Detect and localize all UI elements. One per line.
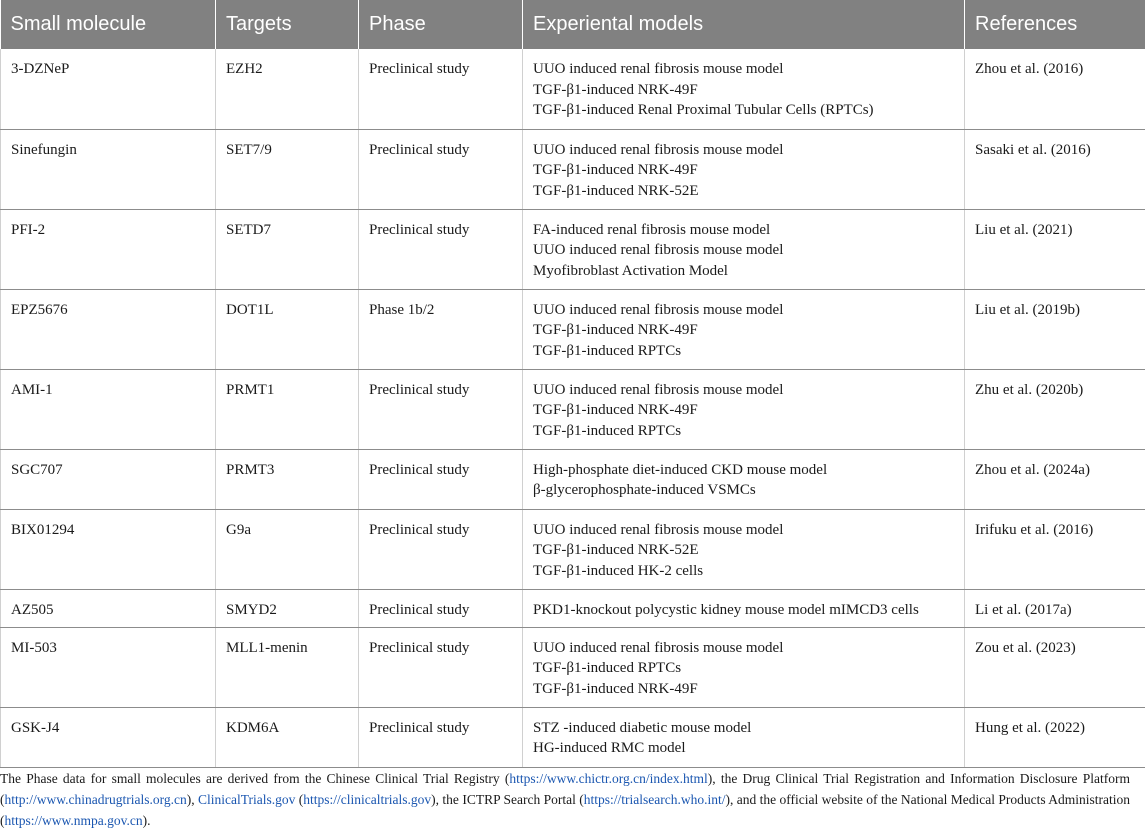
cell-reference: Zhou et al. (2016) [965, 49, 1145, 129]
model-line: TGF-β1-induced HK-2 cells [533, 561, 960, 582]
cell-molecule: AMI-1 [1, 369, 216, 449]
header-targets: Targets [216, 0, 359, 49]
cell-phase: Preclinical study [359, 209, 523, 289]
model-line: TGF-β1-induced RPTCs [533, 421, 960, 442]
cell-models [523, 707, 965, 767]
cell-target: PRMT1 [216, 369, 359, 449]
cell-molecule: PFI-2 [1, 209, 216, 289]
cell-phase: Preclinical study [359, 707, 523, 767]
link-clinicaltrials-url[interactable]: https://clinicaltrials.gov [303, 792, 431, 807]
cell-models [523, 509, 965, 589]
cell-molecule: Sinefungin [1, 129, 216, 209]
table-row [1, 509, 1145, 589]
cell-target: MLL1-menin [216, 627, 359, 707]
cell-reference: Liu et al. (2021) [965, 209, 1145, 289]
cell-phase: Preclinical study [359, 369, 523, 449]
cell-molecule: MI-503 [1, 627, 216, 707]
cell-target: EZH2 [216, 49, 359, 129]
cell-reference: Zhou et al. (2024a) [965, 449, 1145, 509]
cell-molecule: GSK-J4 [1, 707, 216, 767]
model-line: UUO induced renal fibrosis mouse model [533, 300, 960, 321]
header-small-molecule: Small molecule [1, 0, 216, 49]
table-row [1, 449, 1145, 509]
model-line: Myofibroblast Activation Model [533, 261, 960, 282]
cell-models [523, 627, 965, 707]
cell-reference: Irifuku et al. (2016) [965, 509, 1145, 589]
link-ictrp[interactable]: https://trialsearch.who.int/ [584, 792, 726, 807]
cell-molecule: BIX01294 [1, 509, 216, 589]
model-line: TGF-β1-induced NRK-49F [533, 80, 960, 101]
cell-models [523, 49, 965, 129]
model-line: UUO induced renal fibrosis mouse model [533, 59, 960, 80]
cell-phase: Preclinical study [359, 509, 523, 589]
table-row [1, 589, 1145, 627]
cell-models [523, 289, 965, 369]
cell-target: PRMT3 [216, 449, 359, 509]
table-row [1, 707, 1145, 767]
cell-reference: Liu et al. (2019b) [965, 289, 1145, 369]
cell-models [523, 589, 965, 627]
cell-reference: Zhu et al. (2020b) [965, 369, 1145, 449]
cell-phase: Preclinical study [359, 129, 523, 209]
cell-target: SETD7 [216, 209, 359, 289]
cell-reference: Zou et al. (2023) [965, 627, 1145, 707]
model-line: UUO induced renal fibrosis mouse model [533, 520, 960, 541]
link-nmpa[interactable]: https://www.nmpa.gov.cn [5, 813, 143, 828]
model-line: TGF-β1-induced NRK-52E [533, 181, 960, 202]
footnote-text: ( [295, 792, 303, 807]
cell-reference: Hung et al. (2022) [965, 707, 1145, 767]
model-line: TGF-β1-induced NRK-49F [533, 320, 960, 341]
table-body [1, 49, 1145, 767]
table-row [1, 209, 1145, 289]
cell-molecule: AZ505 [1, 589, 216, 627]
footnote-text: The Phase data for small molecules are derived from the Chinese Clinical Trial Registry ( [0, 771, 509, 786]
cell-target: KDM6A [216, 707, 359, 767]
cell-target: G9a [216, 509, 359, 589]
cell-models [523, 449, 965, 509]
model-line: UUO induced renal fibrosis mouse model [533, 140, 960, 161]
cell-models [523, 209, 965, 289]
table-row [1, 289, 1145, 369]
cell-molecule: EPZ5676 [1, 289, 216, 369]
header-experimental-models: Experiental models [523, 0, 965, 49]
cell-phase: Preclinical study [359, 589, 523, 627]
footnote [0, 768, 1130, 831]
model-line: PKD1-knockout polycystic kidney mouse model mIMCD3 cells [533, 600, 960, 621]
table-row [1, 369, 1145, 449]
model-line: HG-induced RMC model [533, 738, 960, 759]
model-line: TGF-β1-induced NRK-49F [533, 679, 960, 700]
link-clinicaltrials-name[interactable]: ClinicalTrials.gov [198, 792, 295, 807]
model-line: UUO induced renal fibrosis mouse model [533, 638, 960, 659]
footnote-text: ), [187, 792, 198, 807]
model-line: TGF-β1-induced NRK-49F [533, 400, 960, 421]
cell-phase: Preclinical study [359, 449, 523, 509]
cell-phase: Preclinical study [359, 49, 523, 129]
model-line: TGF-β1-induced Renal Proximal Tubular Cells (RPTCs) [533, 100, 960, 121]
link-chinadrugtrials[interactable]: http://www.chinadrugtrials.org.cn [5, 792, 187, 807]
footnote-text: ). [143, 813, 151, 828]
footnote-text: ), and the official website of the National Medical Products Administration ( [0, 792, 1130, 828]
cell-phase: Phase 1b/2 [359, 289, 523, 369]
header-row [1, 0, 1145, 49]
model-line: TGF-β1-induced NRK-52E [533, 540, 960, 561]
model-line: TGF-β1-induced NRK-49F [533, 160, 960, 181]
model-line: High-phosphate diet-induced CKD mouse model [533, 460, 960, 481]
header-references: References [965, 0, 1145, 49]
cell-molecule: SGC707 [1, 449, 216, 509]
model-line: TGF-β1-induced RPTCs [533, 658, 960, 679]
footnote-text: ), the Drug Clinical Trial Registration and Information Disclosure Platform ( [0, 771, 1130, 807]
link-chictr[interactable]: https://www.chictr.org.cn/index.html [509, 771, 707, 786]
model-line: UUO induced renal fibrosis mouse model [533, 380, 960, 401]
table-row [1, 129, 1145, 209]
model-line: STZ -induced diabetic mouse model [533, 718, 960, 739]
header-phase: Phase [359, 0, 523, 49]
cell-phase: Preclinical study [359, 627, 523, 707]
table-row [1, 627, 1145, 707]
cell-target: SET7/9 [216, 129, 359, 209]
model-line: FA-induced renal fibrosis mouse model [533, 220, 960, 241]
cell-target: DOT1L [216, 289, 359, 369]
cell-molecule: 3-DZNeP [1, 49, 216, 129]
cell-target: SMYD2 [216, 589, 359, 627]
cell-models [523, 369, 965, 449]
model-line: TGF-β1-induced RPTCs [533, 341, 960, 362]
cell-models [523, 129, 965, 209]
cell-reference: Li et al. (2017a) [965, 589, 1145, 627]
cell-reference: Sasaki et al. (2016) [965, 129, 1145, 209]
table-row [1, 49, 1145, 129]
model-line: β-glycerophosphate-induced VSMCs [533, 480, 960, 501]
model-line: UUO induced renal fibrosis mouse model [533, 240, 960, 261]
footnote-text: ), the ICTRP Search Portal ( [431, 792, 584, 807]
